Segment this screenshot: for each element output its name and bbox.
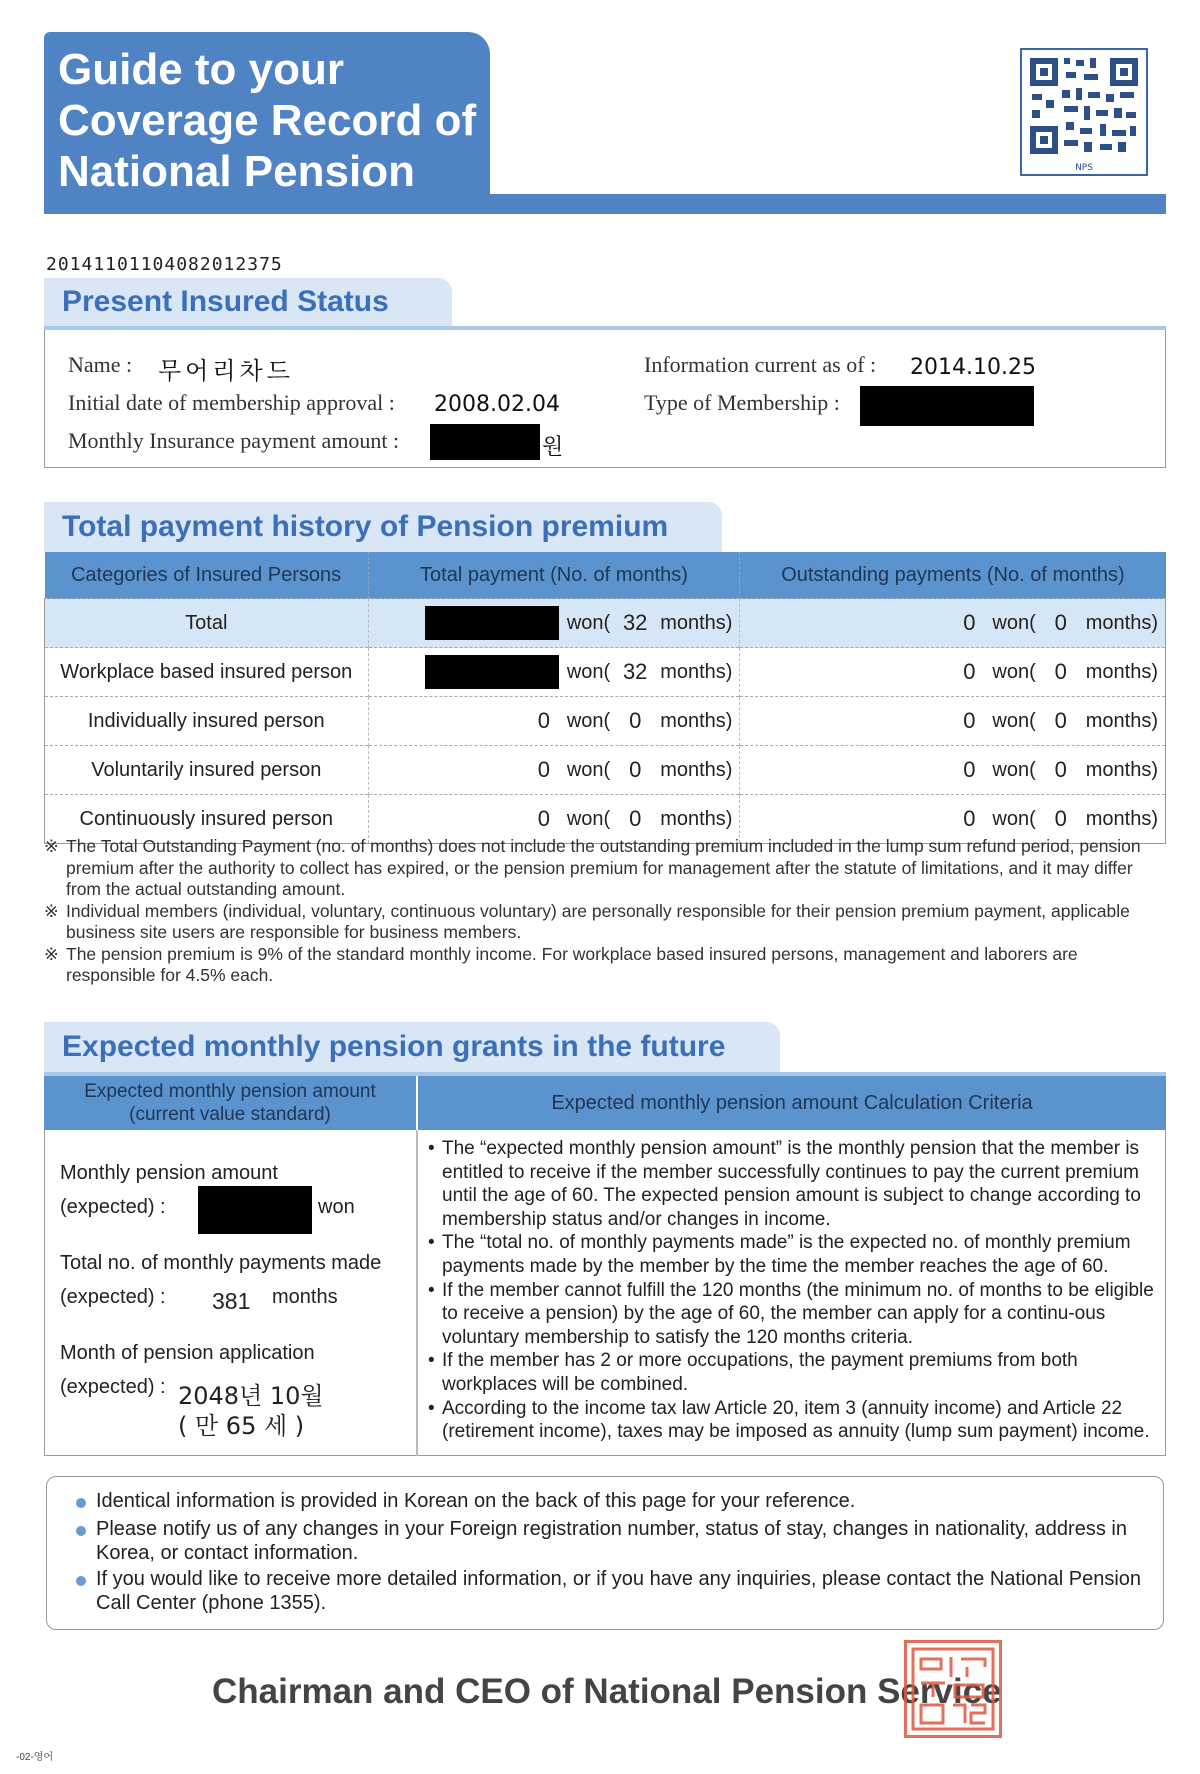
- table-row: [45, 648, 1166, 697]
- table-row: [45, 599, 1166, 648]
- months-label: months): [1085, 611, 1158, 634]
- title-line-2: Coverage Record of: [58, 96, 477, 145]
- months-label: months): [660, 758, 733, 781]
- out-amount: 0: [963, 757, 976, 782]
- months-label: months): [1085, 807, 1158, 830]
- months-label: months): [1085, 660, 1158, 683]
- name-label: Name :: [68, 352, 133, 377]
- redacted-amount: [425, 655, 559, 689]
- paid-months: 0: [629, 757, 642, 782]
- criteria-item: • The “expected monthly pension amount” is the monthly pension that the member is entitled to receive if the member successfully continues to pay the current premium until the age of 60. The expected pension amount is subject to change according to membership status and/or changes in income.: [428, 1137, 1158, 1231]
- column-header: Categories of Insured Persons: [45, 552, 369, 599]
- pension-amount-label-2: (expected) :: [60, 1196, 166, 1218]
- expected-head-left: [44, 1076, 416, 1130]
- payments-made-label: Total no. of monthly payments made: [60, 1252, 382, 1274]
- info-item: If you would like to receive more detailed information, or if you have any inquiries, please contact the National Pension Call Center (phone 1355).: [96, 1568, 1142, 1614]
- redacted-payment-amount: [430, 424, 540, 460]
- expected-divider: [416, 1130, 418, 1456]
- redacted-membership-type: [860, 386, 1034, 426]
- page-title: [58, 44, 478, 197]
- paid-cell: [368, 746, 740, 795]
- outstanding-cell: [740, 648, 1166, 697]
- won-label: won(: [566, 807, 611, 830]
- payments-made-value: 381: [212, 1288, 251, 1314]
- application-month-label-2: (expected) :: [60, 1376, 166, 1398]
- info-item: Identical information is provided in Korean on the back of this page for your reference.: [96, 1490, 856, 1512]
- calculation-criteria: [428, 1137, 1158, 1444]
- pension-amount-unit: won: [318, 1196, 355, 1218]
- criteria-item: • If the member cannot fulfill the 120 months (the minimum no. of months to be eligible to receive a pension) by the age of 60, the member can apply for a continu-ous voluntary membership to satisfy the 120 months criteria.: [428, 1279, 1158, 1350]
- note-mark: ※: [44, 943, 59, 964]
- info-date-label: Information current as of :: [644, 352, 877, 377]
- months-label: months): [660, 807, 733, 830]
- section-title-payment-history: Total payment history of Pension premium: [44, 502, 722, 552]
- bullet-icon: [76, 1498, 86, 1508]
- category-cell: Voluntarily insured person: [45, 746, 369, 795]
- out-amount: 0: [963, 806, 976, 831]
- title-line-1: Guide to your: [58, 45, 344, 94]
- redacted-amount: [425, 606, 559, 640]
- won-label: won(: [992, 758, 1036, 781]
- application-month-label: Month of pension application: [60, 1342, 315, 1364]
- note-mark: ※: [44, 900, 59, 921]
- table-header-row: [45, 552, 1166, 599]
- note-mark: ※: [44, 836, 59, 856]
- months-label: months): [660, 709, 733, 732]
- out-amount: 0: [963, 659, 976, 684]
- outstanding-cell: [740, 746, 1166, 795]
- paid-months: 0: [629, 806, 642, 831]
- note: [44, 944, 1166, 987]
- qr-code-icon: [1020, 48, 1148, 176]
- approval-date-value: 2008.02.04: [434, 392, 560, 417]
- months-label: months): [1085, 709, 1158, 732]
- category-cell: Total: [45, 599, 369, 648]
- note-text: The Total Outstanding Payment (no. of months) does not include the outstanding premium included in the lump sum refund period, pension premium after the authority to collect has expired, or the pension premium for management after the statute of limitations, and it may differ from the actual outstanding amount.: [66, 836, 1141, 899]
- paid-cell: [368, 648, 740, 697]
- payments-made-unit: months: [272, 1286, 338, 1308]
- category-cell: Continuously insured person: [45, 795, 369, 844]
- won-label: won(: [566, 709, 611, 732]
- official-seal-icon: [904, 1640, 1002, 1738]
- paid-cell: [368, 599, 740, 648]
- approval-date-label: Initial date of membership approval :: [68, 390, 395, 415]
- note: [44, 836, 1166, 901]
- won-label: won(: [992, 807, 1036, 830]
- section-title-expected-pension: Expected monthly pension grants in the future: [44, 1022, 780, 1072]
- months-label: months): [1085, 758, 1158, 781]
- payment-notes: [44, 836, 1166, 987]
- paid-amount: 0: [537, 708, 550, 733]
- paid-months: 0: [629, 708, 642, 733]
- out-amount: 0: [963, 610, 976, 635]
- application-age: ( 만 65 세 ): [178, 1412, 305, 1440]
- membership-type-label: Type of Membership :: [644, 390, 840, 415]
- header-rule: [44, 194, 1166, 214]
- note-text: The pension premium is 9% of the standard monthly income. For workplace based insured persons, management and laborers are responsible for 4.5% each.: [66, 943, 1078, 985]
- form-code: -02-영어: [16, 1752, 54, 1763]
- signature-line: Chairman and CEO of National Pension Service: [212, 1672, 1002, 1711]
- paid-amount: 0: [537, 757, 550, 782]
- criteria-item: • The “total no. of monthly payments made” is the expected no. of monthly premium payments made by the member by the time the member reaches the age of 60.: [428, 1231, 1158, 1278]
- won-label: won(: [992, 611, 1036, 634]
- note-text: Individual members (individual, voluntary, continuous voluntary) are personally responsible for their pension premium payment, applicable business site users are responsible for business members.: [66, 900, 1130, 942]
- payments-made-label-2: (expected) :: [60, 1286, 166, 1308]
- table-row: [45, 697, 1166, 746]
- paid-months: 32: [622, 659, 648, 684]
- category-cell: Individually insured person: [45, 697, 369, 746]
- out-months: 0: [1054, 659, 1067, 684]
- note: [44, 901, 1166, 944]
- expected-head-right: Expected monthly pension amount Calculation Criteria: [418, 1076, 1166, 1130]
- criteria-item: • If the member has 2 or more occupations, the payment premiums from both workplaces will be combined.: [428, 1349, 1158, 1396]
- application-month-value: 2048년 10월: [178, 1382, 324, 1410]
- table-row: [45, 746, 1166, 795]
- won-label: won(: [566, 758, 611, 781]
- qr-logo-text: NPS: [1075, 163, 1093, 173]
- payment-history-table: [44, 552, 1166, 844]
- out-months: 0: [1054, 610, 1067, 635]
- paid-cell: [368, 697, 740, 746]
- document-number: 20141101104082012375: [46, 254, 283, 275]
- bullet-icon: [76, 1576, 86, 1586]
- won-label: won(: [566, 660, 611, 683]
- out-months: 0: [1054, 708, 1067, 733]
- redacted-pension-amount: [198, 1186, 312, 1234]
- payment-amount-label: Monthly Insurance payment amount :: [68, 428, 400, 453]
- out-months: 0: [1054, 757, 1067, 782]
- info-date-value: 2014.10.25: [910, 355, 1036, 380]
- outstanding-cell: [740, 599, 1166, 648]
- category-cell: Workplace based insured person: [45, 648, 369, 697]
- column-header: Outstanding payments (No. of months): [740, 552, 1166, 599]
- criteria-item: • According to the income tax law Article 20, item 3 (annuity income) and Article 22 (retirement income), taxes may be imposed as annuity (lump sum payment) income.: [428, 1397, 1158, 1444]
- name-value: 무어리차드: [158, 357, 294, 385]
- out-amount: 0: [963, 708, 976, 733]
- pension-amount-label: Monthly pension amount: [60, 1162, 278, 1184]
- won-label: won(: [566, 611, 611, 634]
- months-label: months): [660, 611, 733, 634]
- won-label: won(: [992, 660, 1036, 683]
- info-item: Please notify us of any changes in your Foreign registration number, status of stay, changes in nationality, address in Korea, or contact information.: [96, 1518, 1127, 1564]
- bullet-icon: [76, 1526, 86, 1536]
- won-label: won(: [992, 709, 1036, 732]
- paid-months: 32: [622, 610, 648, 635]
- expected-head-left-line1: Expected monthly pension amount: [84, 1081, 376, 1102]
- months-label: months): [660, 660, 733, 683]
- expected-head-left-line2: (current value standard): [129, 1104, 331, 1125]
- paid-amount: 0: [537, 806, 550, 831]
- column-header: Total payment (No. of months): [368, 552, 740, 599]
- outstanding-cell: [740, 697, 1166, 746]
- payment-unit: 원: [542, 435, 564, 460]
- title-line-3: National Pension: [58, 147, 415, 196]
- section-title-present-status: Present Insured Status: [44, 278, 452, 326]
- out-months: 0: [1054, 806, 1067, 831]
